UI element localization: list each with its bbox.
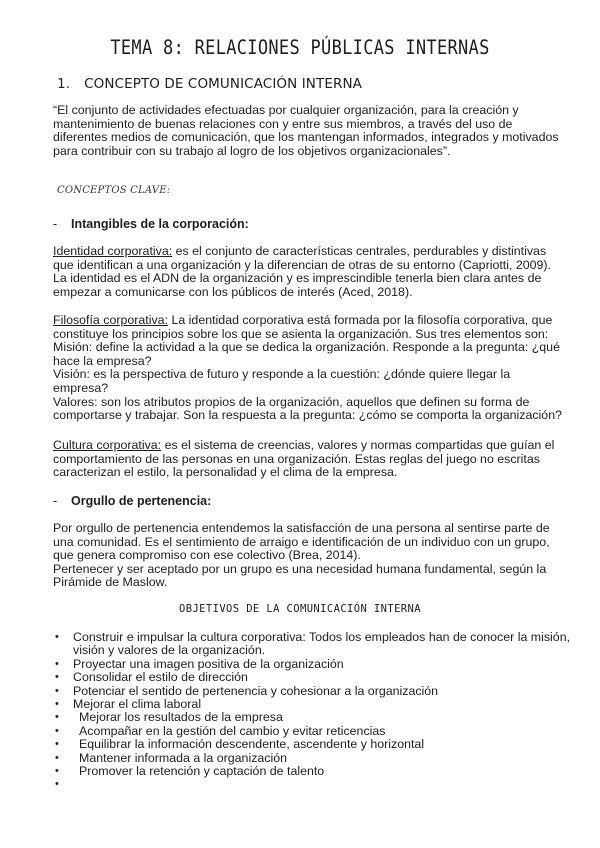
objetivos-title: OBJETIVOS DE LA COMUNICACIÓN INTERNA (179, 603, 421, 615)
identidad-paragraph (53, 245, 563, 299)
filosofia-paragraph (53, 314, 563, 423)
list-item (53, 778, 573, 791)
orgullo-paragraph (53, 522, 563, 590)
cultura-text: es el sistema de creencias, valores y normas compartidas que guían el comportamiento de las personas en una organización. Estas reglas del juego no escritas caracterizan el estilo, la personalidad y el clima de la empresa. (53, 438, 555, 480)
filosofia-text: La identidad corporativa está formada por la filosofía corporativa, que constituye los principios sobre los que se asienta la organización. Sus tres elementos son: (53, 313, 553, 341)
vision-line: Visión: es la perspectiva de futuro y responde a la cuestión: ¿dónde quiere llegar la empresa? (53, 367, 511, 395)
bullet-icon: • (55, 657, 59, 670)
list-item: • Mantener informada a la organización (55, 750, 288, 765)
bullet-icon: • (55, 671, 59, 684)
list-item: • Acompañar en la gestión del cambio y evitar reticencias (55, 723, 386, 738)
identidad-term: Identidad corporativa: (53, 244, 173, 258)
conceptos-clave-label: CONCEPTOS CLAVE: (57, 185, 171, 196)
list-item: • Mejorar los resultados de la empresa (55, 710, 283, 725)
bullet-icon: • (55, 684, 59, 697)
orgullo-heading (53, 494, 211, 508)
cultura-term: Cultura corporativa: (53, 438, 162, 452)
list-item: • Consolidar el estilo de dirección (55, 670, 248, 685)
dash-marker: - (53, 494, 58, 508)
objetivos-list (53, 631, 573, 792)
bullet-icon: • (55, 711, 59, 724)
intangibles-heading (53, 217, 249, 231)
bullet-icon: • (55, 765, 59, 778)
cultura-paragraph (53, 439, 563, 480)
identidad-text: es el conjunto de características centrales, perdurables y distintivas que identifican a una organización y la diferencian de otras de su entorno (Capriotti, 2009). La identidad es el ADN de la organización y es imprescindible tenerla bien clara antes de empezar a comunicarse con los públicos de interés (Aced, 2018). (53, 244, 552, 299)
section-heading (57, 76, 362, 92)
list-item: • Promover la retención y captación de talento (55, 764, 325, 779)
list-item: • Proyectar una imagen positiva de la organización (55, 656, 344, 671)
intangibles-heading-text: Intangibles de la corporación: (71, 217, 249, 231)
list-item: • Equilibrar la información descendente, ascendente y horizontal (55, 737, 425, 752)
list-item: • Mejorar el clima laboral (55, 697, 202, 712)
orgullo-text-2: Pertenecer y ser aceptado por un grupo es una necesidad humana fundamental, según la Pirámide de Maslow. (53, 561, 547, 590)
page-title: TEMA 8: RELACIONES PÚBLICAS INTERNAS (110, 36, 490, 60)
list-item: • Construir e impulsar la cultura corporativa: Todos los empleados han de conocer la misión, visión y valores de la organización. (55, 630, 571, 658)
bullet-icon: • (55, 751, 59, 764)
section-heading-text: CONCEPTO DE COMUNICACIÓN INTERNA (84, 76, 362, 92)
filosofia-term: Filosofía corporativa: (53, 313, 169, 327)
bullet-icon: • (55, 698, 59, 711)
list-item: • Potenciar el sentido de pertenencia y cohesionar a la organización (55, 683, 439, 698)
orgullo-text-1: Por orgullo de pertenencia entendemos la satisfacción de una persona al sentirse parte de una comunidad. Es el sentimiento de arraigo e identificación de un individuo con un grupo, que genera compromiso con ese colectivo (Brea, 2014). (53, 521, 550, 563)
bullet-icon: • (55, 724, 59, 737)
valores-line: Valores: son los atributos propios de la organización, aquellos que definen su forma de comportarse y trabajar. Son la respuesta a la pregunta: ¿cómo se comporta la organización? (53, 394, 562, 423)
mision-line: Misión: define la actividad a la que se dedica la organización. Responde a la pregunta: ¿qué hace la empresa? (53, 340, 560, 368)
filosofia-intro (53, 314, 563, 341)
dash-marker: - (53, 217, 58, 231)
definition-quote: “El conjunto de actividades efectuadas por cualquier organización, para la creación y mantenimiento de buenas relaciones con y entre sus miembros, a través del uso de diferentes medios de comunicación, que los mantengan informados, integrados y motivados para contribuir con su trabajo al logro de los objetivos organizacionales”. (53, 103, 559, 158)
orgullo-heading-text: Orgullo de pertenencia: (71, 494, 212, 508)
section-number: 1. (57, 76, 71, 92)
bullet-icon: • (55, 631, 59, 643)
bullet-icon: • (55, 778, 59, 791)
bullet-icon: • (55, 738, 59, 751)
